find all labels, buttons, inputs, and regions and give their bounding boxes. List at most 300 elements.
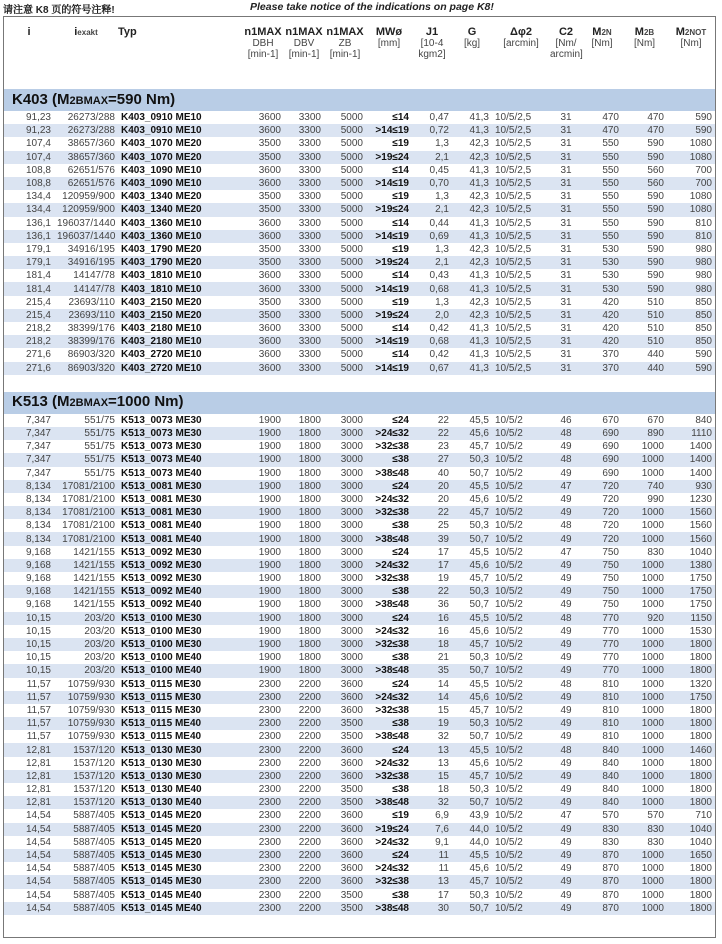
cell-mw: ≤24: [392, 414, 409, 426]
cell-c2: 31: [550, 335, 582, 348]
column-unit: [kg]: [463, 38, 481, 49]
cell-i: 7,347: [25, 414, 51, 426]
cell-typ: K513_0145 ME40: [121, 889, 202, 901]
cell-m2n: 870: [582, 902, 622, 915]
cell-dphi2: 10/5/2,5: [495, 138, 532, 150]
cell-dphi2: 10/5/2,5: [495, 112, 532, 124]
cell-j1: 15: [437, 704, 449, 716]
table-row: [4, 730, 715, 743]
table-row: [4, 783, 715, 796]
cell-dphi2: 10/5/2: [492, 638, 550, 651]
cell-n1max-zb: 5000: [324, 309, 366, 322]
cell-n1max-zb: 5000: [340, 296, 363, 308]
cell-mw: ≤14: [392, 349, 409, 361]
cell-n1max-dbv: 1800: [284, 664, 324, 677]
cell-i: 9,168: [25, 573, 51, 585]
cell-m2b: 470: [647, 112, 664, 124]
cell-dphi2: 10/5/2,5: [495, 191, 532, 203]
cell-n1max-dbh: 2300: [242, 770, 284, 783]
cell-n1max-dbh: 3500: [258, 296, 281, 308]
cell-m2n: 770: [602, 625, 619, 637]
cell-j1: 0,45: [429, 164, 449, 176]
cell-n1max-dbh: 2300: [258, 704, 281, 716]
cell-m2n: 720: [602, 520, 619, 532]
cell-i-exakt: 23693/110: [54, 309, 118, 322]
cell-i: 14,54: [4, 875, 54, 888]
cell-n1max-dbh: 1900: [242, 427, 284, 440]
cell-n1max-zb: 3000: [324, 532, 366, 545]
cell-dphi2: 10/5/2,5: [495, 217, 532, 229]
cell-n1max-zb: 3000: [340, 625, 363, 637]
cell-m2n: 830: [582, 823, 622, 836]
cell-n1max-zb: 3600: [324, 823, 366, 836]
cell-j1: 1,3: [435, 296, 449, 308]
cell-n1max-dbv: 3300: [298, 296, 321, 308]
note-english: Please take notice of the indications on page K8!: [250, 1, 494, 13]
cell-c2: 49: [560, 731, 572, 743]
cell-j1: 19: [412, 717, 452, 730]
table-row: [4, 296, 715, 309]
cell-m2b: 590: [647, 270, 664, 282]
column-unit: [min-1]: [288, 49, 320, 60]
cell-typ: K513_0145 ME30: [118, 875, 242, 888]
cell-n1max-dbv: 3300: [298, 323, 321, 335]
cell-mw: >38≤48: [375, 731, 409, 743]
cell-typ: K403_2180 ME10: [118, 335, 242, 348]
table-row: [4, 493, 715, 506]
cell-typ: K513_0100 ME40: [118, 664, 242, 677]
cell-j1: 0,44: [429, 217, 449, 229]
cell-dphi2: 10/5/2,5: [492, 309, 550, 322]
cell-m2not: 1560: [667, 532, 715, 545]
cell-n1max-dbv: 1800: [298, 520, 321, 532]
cell-dphi2: 10/5/2: [495, 889, 523, 901]
cell-n1max-zb: 3600: [340, 810, 363, 822]
cell-i-exakt: 551/75: [84, 414, 115, 426]
cell-m2not: 590: [695, 112, 712, 124]
cell-i: 218,2: [25, 323, 51, 335]
cell-n1max-dbh: 2300: [242, 875, 284, 888]
cell-g: 43,9: [469, 810, 489, 822]
cell-n1max-zb: 3000: [324, 506, 366, 519]
cell-g: 45,6: [469, 625, 489, 637]
cell-c2: 31: [550, 282, 582, 295]
cell-mw: ≤38: [392, 889, 409, 901]
cell-g: 45,6: [452, 691, 492, 704]
cell-mw: ≤14: [392, 270, 409, 282]
cell-n1max-dbv: 2200: [284, 875, 324, 888]
cell-j1: 16: [412, 612, 452, 625]
cell-typ: K403_1810 ME10: [118, 282, 242, 295]
section-title-suffix: =1000 Nm): [108, 393, 184, 411]
cell-typ: K513_0115 ME30: [121, 678, 202, 690]
table-row: [4, 309, 715, 322]
cell-c2: 49: [550, 849, 582, 862]
cell-typ: K513_0100 ME40: [121, 652, 202, 664]
cell-n1max-zb: 3000: [324, 559, 366, 572]
column-header-n1max-dbh: [242, 17, 284, 89]
cell-dphi2: 10/5/2,5: [495, 323, 532, 335]
cell-i: 91,23: [4, 124, 54, 137]
cell-j1: 0,68: [412, 335, 452, 348]
cell-i-exakt: 1537/120: [73, 757, 115, 769]
cell-typ: K513_0073 ME30: [121, 441, 202, 453]
cell-dphi2: 10/5/2,5: [495, 243, 532, 255]
cell-n1max-dbv: 1800: [298, 467, 321, 479]
table-row: [4, 440, 715, 453]
cell-i: 9,168: [25, 546, 51, 558]
cell-n1max-dbv: 3300: [298, 349, 321, 361]
cell-mw: >14≤19: [366, 362, 412, 375]
cell-n1max-dbv: 1800: [284, 453, 324, 466]
cell-dphi2: 10/5/2: [492, 559, 550, 572]
cell-g: 45,7: [469, 573, 489, 585]
cell-j1: 32: [412, 796, 452, 809]
cell-n1max-dbv: 1800: [284, 638, 324, 651]
cell-j1: 1,3: [435, 138, 449, 150]
table-row: [4, 506, 715, 519]
cell-n1max-dbv: 2200: [298, 836, 321, 848]
cell-dphi2: 10/5/2: [495, 652, 523, 664]
cell-i: 8,134: [4, 506, 54, 519]
column-title-subscript: exakt: [77, 28, 98, 37]
cell-c2: 31: [550, 256, 582, 269]
cell-m2n: 750: [602, 546, 619, 558]
cell-dphi2: 10/5/2: [495, 625, 523, 637]
cell-g: 41,3: [469, 164, 489, 176]
cell-g: 41,3: [469, 217, 489, 229]
cell-n1max-dbh: 1900: [258, 625, 281, 637]
cell-n1max-dbv: 2200: [284, 691, 324, 704]
cell-i-exakt: 34916/195: [54, 256, 118, 269]
cell-i-exakt: 551/75: [84, 467, 115, 479]
cell-typ: K513_0092 ME40: [121, 599, 202, 611]
cell-m2not: 1800: [689, 757, 712, 769]
cell-c2: 49: [560, 704, 572, 716]
column-title: i: [74, 26, 78, 38]
table-row: [4, 902, 715, 915]
cell-c2: 31: [550, 230, 582, 243]
cell-n1max-dbh: 3600: [242, 177, 284, 190]
cell-c2: 31: [560, 217, 572, 229]
column-variant: ZB: [338, 38, 352, 49]
cell-i-exakt: 23693/110: [68, 296, 115, 308]
cell-g: 44,0: [452, 823, 492, 836]
cell-m2n: 470: [582, 124, 622, 137]
cell-dphi2: 10/5/2: [492, 506, 550, 519]
cell-m2b: 440: [622, 362, 667, 375]
column-header-i-exakt: [54, 17, 118, 89]
cell-i: 136,1: [4, 230, 54, 243]
cell-m2not: 980: [695, 243, 712, 255]
cell-j1: 14: [412, 691, 452, 704]
cell-m2not: 1750: [667, 691, 715, 704]
cell-mw: >19≤24: [366, 151, 412, 164]
cell-mw: >19≤24: [366, 203, 412, 216]
gearbox-data-table: [4, 17, 715, 915]
table-row: [4, 322, 715, 335]
cell-m2n: 750: [602, 573, 619, 585]
cell-n1max-dbv: 3300: [298, 191, 321, 203]
cell-mw: ≤38: [366, 717, 412, 730]
cell-i-exakt: 551/75: [54, 453, 118, 466]
cell-m2b: 590: [647, 243, 664, 255]
cell-i: 10,15: [4, 664, 54, 677]
table-row: [4, 691, 715, 704]
cell-g: 41,3: [469, 323, 489, 335]
cell-mw: >19≤24: [366, 256, 412, 269]
cell-m2b: 590: [622, 282, 667, 295]
column-title-subscript: 2NOT: [684, 28, 707, 37]
cell-n1max-dbh: 1900: [242, 506, 284, 519]
cell-i: 12,81: [4, 796, 54, 809]
cell-c2: 49: [550, 875, 582, 888]
table-row: [4, 243, 715, 256]
cell-typ: K513_0145 ME20: [121, 836, 202, 848]
cell-c2: 49: [550, 691, 582, 704]
cell-i: 218,2: [4, 335, 54, 348]
cell-m2not: 700: [667, 177, 715, 190]
cell-dphi2: 10/5/2: [492, 480, 550, 493]
cell-i-exakt: 196037/1440: [54, 230, 118, 243]
cell-n1max-zb: 3000: [324, 664, 366, 677]
cell-n1max-zb: 5000: [340, 191, 363, 203]
cell-mw: ≤38: [392, 652, 409, 664]
cell-dphi2: 10/5/2: [492, 612, 550, 625]
cell-g: 50,3: [469, 889, 489, 901]
cell-m2b: 830: [647, 546, 664, 558]
cell-m2not: 1400: [689, 467, 712, 479]
cell-typ: K513_0073 ME30: [118, 427, 242, 440]
cell-n1max-dbh: 1900: [242, 612, 284, 625]
table-row: [4, 362, 715, 375]
cell-typ: K513_0115 ME30: [121, 704, 202, 716]
cell-j1: 25: [437, 520, 449, 532]
cell-n1max-dbv: 3300: [284, 309, 324, 322]
section-title-subscript: 2BMAX: [69, 94, 109, 107]
cell-n1max-zb: 3500: [340, 889, 363, 901]
cell-mw: >38≤48: [366, 532, 412, 545]
cell-n1max-dbv: 2200: [298, 678, 321, 690]
cell-i-exakt: 10759/930: [54, 691, 118, 704]
cell-n1max-zb: 3000: [340, 441, 363, 453]
cell-m2n: 750: [602, 599, 619, 611]
cell-i: 215,4: [4, 309, 54, 322]
cell-m2b: 1000: [641, 599, 664, 611]
cell-g: 50,3: [452, 585, 492, 598]
cell-m2n: 840: [602, 784, 619, 796]
column-header-n1max-dbv: [284, 17, 324, 89]
table-row: [4, 651, 715, 664]
cell-g: 45,7: [452, 638, 492, 651]
cell-typ: K403_0910 ME10: [121, 112, 202, 124]
cell-m2n: 770: [582, 664, 622, 677]
cell-g: 50,3: [469, 784, 489, 796]
cell-typ: K513_0081 ME30: [121, 493, 202, 505]
cell-n1max-dbh: 3500: [258, 243, 281, 255]
cell-n1max-dbh: 3600: [242, 362, 284, 375]
cell-m2b: 1000: [622, 664, 667, 677]
cell-m2n: 420: [582, 309, 622, 322]
cell-n1max-dbh: 1900: [258, 414, 281, 426]
cell-m2b: 990: [647, 493, 664, 505]
cell-i-exakt: 17081/2100: [54, 532, 118, 545]
cell-m2n: 420: [602, 296, 619, 308]
cell-m2b: 1000: [641, 520, 664, 532]
cell-g: 45,5: [469, 546, 489, 558]
cell-n1max-dbv: 1800: [284, 506, 324, 519]
cell-g: 50,3: [469, 652, 489, 664]
cell-i: 215,4: [25, 296, 51, 308]
table-row: [4, 717, 715, 730]
table-row: [4, 572, 715, 585]
cell-m2b: 1000: [622, 743, 667, 756]
column-title-subscript: 2B: [643, 28, 655, 37]
cell-typ: K513_0092 ME30: [118, 559, 242, 572]
cell-c2: 48: [560, 520, 572, 532]
cell-n1max-dbh: 2300: [242, 691, 284, 704]
cell-mw: >24≤32: [366, 559, 412, 572]
cell-i: 14,54: [25, 863, 51, 875]
cell-i-exakt: 1537/120: [54, 770, 118, 783]
cell-typ: K513_0073 ME30: [121, 414, 202, 426]
cell-dphi2: 10/5/2: [495, 731, 523, 743]
table-row: [4, 598, 715, 611]
cell-n1max-zb: 5000: [340, 164, 363, 176]
cell-n1max-dbh: 2300: [258, 863, 281, 875]
cell-j1: 13: [412, 743, 452, 756]
cell-n1max-zb: 3600: [324, 770, 366, 783]
column-title: i: [27, 26, 31, 38]
cell-g: 50,3: [469, 520, 489, 532]
cell-j1: 0,68: [412, 282, 452, 295]
cell-m2not: 1800: [689, 889, 712, 901]
cell-m2not: 1750: [689, 573, 712, 585]
cell-typ: K513_0100 ME30: [118, 638, 242, 651]
cell-i: 11,57: [4, 691, 54, 704]
cell-m2n: 370: [582, 362, 622, 375]
cell-j1: 17: [412, 559, 452, 572]
cell-j1: 0,43: [429, 270, 449, 282]
table-row: [4, 875, 715, 888]
cell-n1max-dbh: 3600: [258, 349, 281, 361]
cell-n1max-dbh: 2300: [258, 784, 281, 796]
cell-c2: 49: [560, 467, 572, 479]
cell-j1: 22: [437, 414, 449, 426]
cell-i-exakt: 5887/405: [73, 863, 115, 875]
cell-dphi2: 10/5/2: [495, 810, 523, 822]
cell-m2n: 570: [602, 810, 619, 822]
cell-c2: 48: [550, 612, 582, 625]
column-header-typ: [118, 17, 242, 89]
cell-typ: K513_0100 ME30: [121, 625, 202, 637]
cell-dphi2: 10/5/2: [492, 664, 550, 677]
cell-n1max-dbv: 2200: [298, 704, 321, 716]
cell-g: 41,3: [469, 112, 489, 124]
column-unit: [Nm]: [633, 38, 656, 49]
cell-dphi2: 10/5/2: [495, 546, 523, 558]
table-row: [4, 230, 715, 243]
section-title-prefix: K403 (M: [12, 90, 70, 108]
cell-typ: K403_1790 ME20: [121, 243, 202, 255]
cell-n1max-dbh: 1900: [242, 664, 284, 677]
cell-n1max-dbh: 2300: [242, 849, 284, 862]
cell-i-exakt: 14147/78: [54, 282, 118, 295]
cell-g: 41,3: [452, 282, 492, 295]
cell-n1max-dbh: 1900: [242, 480, 284, 493]
cell-m2n: 530: [602, 270, 619, 282]
cell-n1max-zb: 3600: [340, 704, 363, 716]
cell-typ: K403_2720 ME10: [118, 362, 242, 375]
cell-c2: 31: [550, 203, 582, 216]
cell-j1: 11: [412, 849, 452, 862]
cell-mw: >14≤19: [366, 230, 412, 243]
section-title: [4, 392, 715, 414]
cell-i-exakt: 1421/155: [73, 573, 115, 585]
cell-c2: 47: [550, 480, 582, 493]
cell-n1max-zb: 5000: [324, 177, 366, 190]
cell-n1max-zb: 3600: [340, 836, 363, 848]
cell-g: 41,3: [469, 270, 489, 282]
cell-g: 41,3: [452, 177, 492, 190]
cell-n1max-dbh: 3600: [242, 282, 284, 295]
cell-c2: 49: [560, 573, 572, 585]
cell-i: 179,1: [25, 243, 51, 255]
cell-i-exakt: 1421/155: [54, 559, 118, 572]
cell-n1max-dbv: 2200: [298, 757, 321, 769]
cell-j1: 32: [437, 731, 449, 743]
cell-m2not: 1110: [667, 427, 715, 440]
cell-g: 45,6: [469, 757, 489, 769]
cell-i: 7,347: [25, 467, 51, 479]
cell-m2not: 1800: [689, 704, 712, 716]
cell-n1max-dbv: 1800: [298, 573, 321, 585]
cell-m2b: 1000: [641, 731, 664, 743]
cell-m2not: 590: [695, 349, 712, 361]
cell-typ: K403_2150 ME20: [121, 296, 202, 308]
cell-mw: >14≤19: [366, 282, 412, 295]
cell-m2not: 1040: [667, 823, 715, 836]
column-title: J1: [425, 26, 439, 38]
cell-i: 10,15: [4, 638, 54, 651]
cell-n1max-zb: 3000: [324, 638, 366, 651]
cell-i: 7,347: [4, 427, 54, 440]
cell-m2not: 850: [667, 309, 715, 322]
cell-dphi2: 10/5/2,5: [495, 349, 532, 361]
cell-n1max-zb: 3600: [340, 678, 363, 690]
cell-i-exakt: 10759/930: [54, 717, 118, 730]
cell-mw: ≤24: [366, 849, 412, 862]
cell-i-exakt: 203/20: [84, 625, 115, 637]
cell-i: 14,54: [4, 849, 54, 862]
cell-n1max-dbv: 1800: [284, 532, 324, 545]
cell-mw: ≤14: [392, 217, 409, 229]
cell-typ: K513_0081 ME30: [118, 506, 242, 519]
cell-n1max-zb: 3000: [340, 414, 363, 426]
cell-mw: ≤19: [392, 191, 409, 203]
cell-typ: K513_0092 ME30: [121, 546, 202, 558]
cell-m2n: 870: [582, 875, 622, 888]
column-header-m2n: [582, 17, 622, 89]
cell-g: 45,6: [452, 427, 492, 440]
cell-i-exakt: 1421/155: [54, 585, 118, 598]
cell-i: 14,54: [25, 836, 51, 848]
cell-m2not: 1800: [689, 652, 712, 664]
cell-m2not: 1320: [689, 678, 712, 690]
cell-i-exakt: 17081/2100: [62, 520, 115, 532]
cell-dphi2: 10/5/2,5: [492, 177, 550, 190]
cell-dphi2: 10/5/2: [492, 796, 550, 809]
